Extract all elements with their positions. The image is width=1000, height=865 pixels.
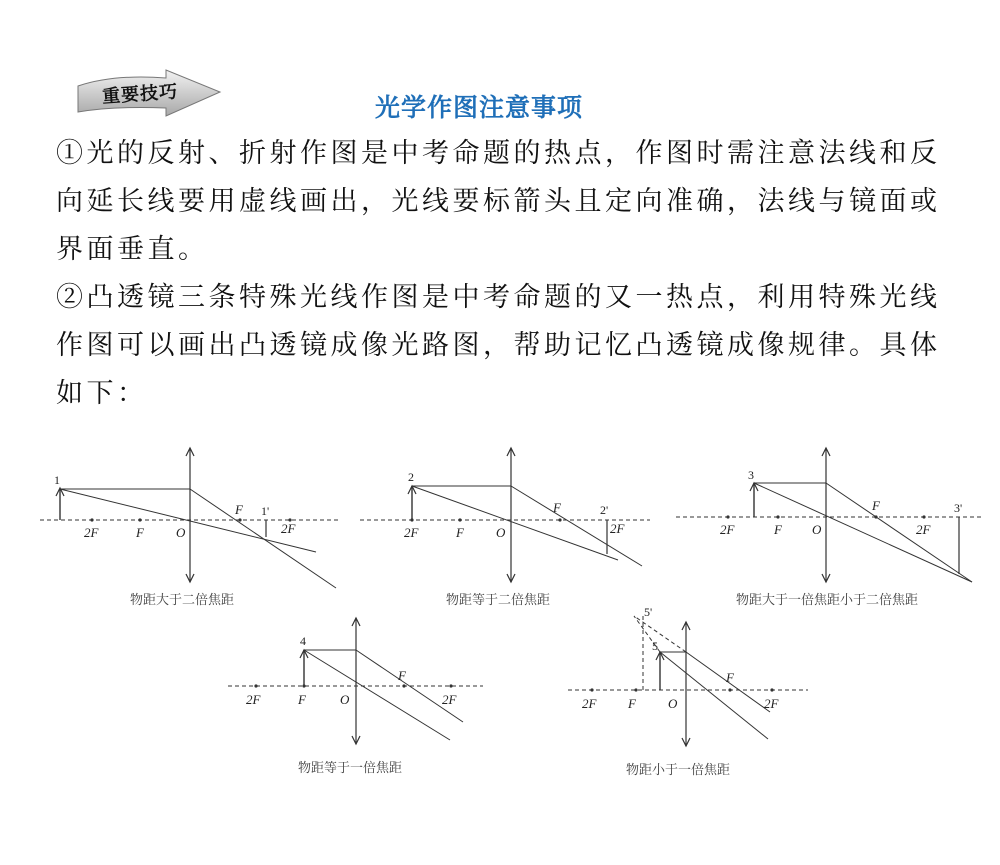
left-f-label: F [628,696,636,711]
lens-diagram-1 [40,448,340,618]
right-2f-label: 2F [916,522,931,537]
right-f-label: F [398,668,406,683]
diagram-caption: 物距大于一倍焦距小于二倍焦距 [736,593,919,608]
right-2f-label: 2F [281,521,296,536]
image-label: 1' [261,504,270,518]
left-2f-label: 2F [720,522,735,537]
diagram-caption: 物距等于一倍焦距 [298,761,403,776]
left-2f-label: 2F [404,525,419,540]
origin-label: O [812,522,822,537]
diagram-caption: 物距小于一倍焦距 [626,763,731,778]
right-2f-label: 2F [442,692,457,707]
paragraph-reflection-refraction: ①光的反射、折射作图是中考命题的热点，作图时需注意法线和反向延长线要用虚线画出，光线要标箭头且定向准确，法线与镜面或界面垂直。 [56,138,941,265]
left-2f-label: 2F [246,692,261,707]
object-label: 5 [652,639,658,653]
left-2f-label: 2F [582,696,597,711]
object-label: 2 [408,470,414,484]
left-f-label: F [298,692,306,707]
right-f-label: F [726,670,734,685]
badge-label: 重要技巧 [101,81,179,108]
page-title: 光学作图注意事项 [375,93,584,122]
right-2f-label: 2F [764,696,779,711]
left-f-label: F [456,525,464,540]
origin-label: O [496,525,506,540]
left-f-label: F [136,525,144,540]
right-f-label: F [872,498,880,513]
paragraph-convex-lens: ②凸透镜三条特殊光线作图是中考命题的又一热点，利用特殊光线作图可以画出凸透镜成像光路图，帮助记忆凸透镜成像规律。具体如下： [56,282,941,409]
right-f-label: F [235,502,243,517]
lens-diagram-3 [676,448,986,618]
origin-label: O [340,692,350,707]
object-label: 4 [300,634,306,648]
image-label: 5' [644,605,653,619]
diagram-caption: 物距等于二倍焦距 [446,593,551,608]
left-2f-label: 2F [84,525,99,540]
right-f-label: F [553,500,561,515]
origin-label: O [668,696,678,711]
object-label: 1 [54,473,60,487]
diagram-caption: 物距大于二倍焦距 [130,593,235,608]
lens-diagram-5 [568,604,818,778]
object-label: 3 [748,468,754,482]
image-label: 2' [600,503,609,517]
left-f-label: F [774,522,782,537]
lens-diagram-2 [360,448,660,618]
image-label: 3' [954,501,963,515]
key-tips-badge [74,68,224,120]
right-2f-label: 2F [610,521,625,536]
lens-diagram-4 [228,618,498,778]
origin-label: O [176,525,186,540]
